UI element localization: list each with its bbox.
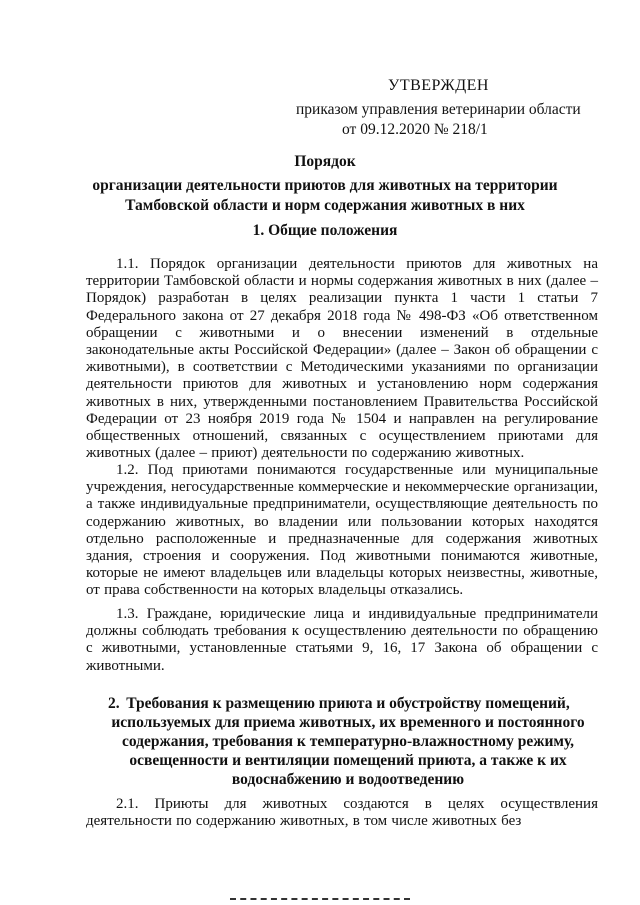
document-title-line3: Тамбовской области и норм содержания животных в них [125,197,525,214]
approval-order-line: приказом управления ветеринарии области [296,101,581,118]
document-title-line1: Порядок [294,153,356,170]
page-bottom-divider [230,898,410,900]
document-title [60,152,590,216]
paragraph-2-1: 2.1. Приюты для животных создаются в целях осуществления деятельности по содержанию животных, в том числе животных без [86,796,598,830]
section2-heading: Требования к размещению приюта и обустройству помещений, используемых для приема животных, их временного и постоянного содержания, требования к температурно-влажностному режиму, освещенности и вентиляции помещений приюта, а также к их водоснабжению и водоотведению [111,695,585,788]
approval-date-line: от 09.12.2020 № 218/1 [342,121,488,138]
section1-heading: 1. Общие положения [252,222,398,239]
approval-heading: УТВЕРЖДЕН [388,77,489,94]
paragraph-1-1: 1.1. Порядок организации деятельности приютов для животных на территории Тамбовской области и нормы содержания животных в них (далее – Порядок) разработан в целях реализации пункта 1 части 1 статьи 7 Федерального закона от 27 декабря 2018 года № 498-ФЗ «Об ответственном обращении с животными и о внесении изменений в отдельные законодательные акты Российской Федерации» (далее – Закон об обращении с животными), в соответствии с Методическими указаниями по организации деятельности приютов для животных и установлению норм содержания животных в них, утвержденными постановлением Правительства Российской Федерации от 23 ноября 2019 года № 1504 и направлен на регулирование общественных отношений, связанных с осуществлением приютами для животных (далее – приют) деятельности по содержанию животных. [86,256,598,462]
approval-block [290,76,620,140]
section2-heading-block [108,694,588,789]
document-title-line2: организации деятельности приютов для животных на территории [92,177,558,194]
paragraph-1-2: 1.2. Под приютами понимаются государственные или муниципальные учреждения, негосударственные коммерческие и некоммерческие организации, а также индивидуальные предприниматели, осуществляющие деятельность по содержанию животных, во владении или пользовании которых находятся отдельно расположенные и предназначенные для содержания животных здания, строения и сооружения. Под животными понимаются животные, которые не имеют владельцев или владельцы которых неизвестны, животные, от права собственности на которых владельцы отказались. [86,462,598,599]
paragraph-1-3: 1.3. Граждане, юридические лица и индивидуальные предприниматели должны соблюдать требования к осуществлению деятельности по обращению с животными, установленные статьями 9, 16, 17 Закона об обращении с животными. [86,606,598,674]
section2-number: 2. [108,695,120,712]
